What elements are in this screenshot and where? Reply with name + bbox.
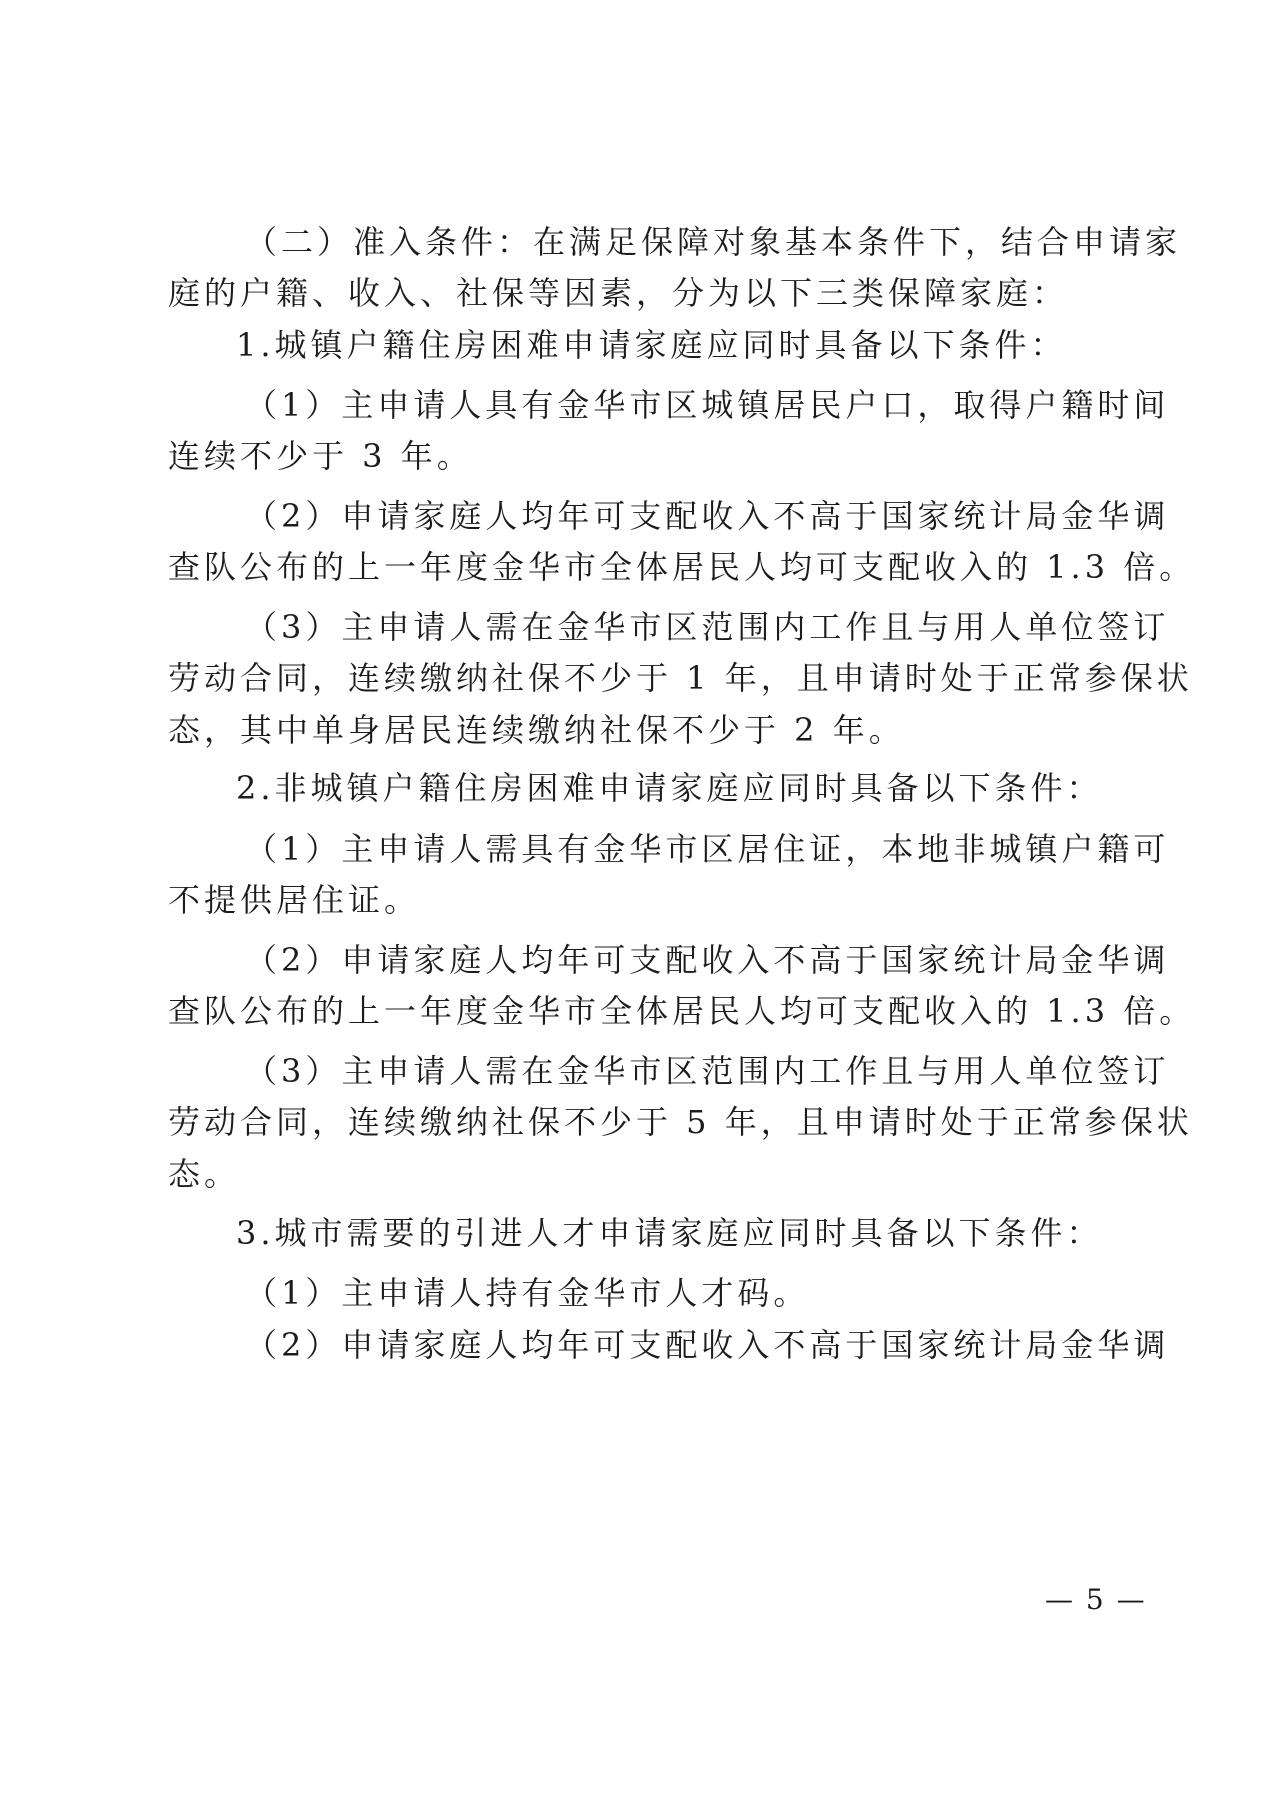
text-line: 劳动合同，连续缴纳社保不少于 5 年，且申请时处于正常参保状 bbox=[168, 1103, 1193, 1141]
text-line: 劳动合同，连续缴纳社保不少于 1 年，且申请时处于正常参保状 bbox=[168, 659, 1193, 697]
text-line: （2）申请家庭人均年可支配收入不高于国家统计局金华调 bbox=[245, 497, 1170, 535]
text-line: 3.城市需要的引进人才申请家庭应同时具备以下条件： bbox=[236, 1214, 1103, 1252]
text-line: 不提供居住证。 bbox=[168, 881, 421, 919]
text-line: 庭的户籍、收入、社保等因素，分为以下三类保障家庭： bbox=[168, 274, 1069, 312]
text-line: （1）主申请人需具有金华市区居住证，本地非城镇户籍可 bbox=[245, 830, 1170, 868]
text-line: 态。 bbox=[168, 1155, 241, 1193]
text-line: 2.非城镇户籍住房困难申请家庭应同时具备以下条件： bbox=[236, 769, 1103, 807]
text-line: （1）主申请人具有金华市区城镇居民户口，取得户籍时间 bbox=[245, 386, 1170, 424]
text-line: （3）主申请人需在金华市区范围内工作且与用人单位签订 bbox=[245, 1052, 1170, 1090]
text-line: （3）主申请人需在金华市区范围内工作且与用人单位签订 bbox=[245, 608, 1170, 646]
text-line: （2）申请家庭人均年可支配收入不高于国家统计局金华调 bbox=[245, 941, 1170, 979]
text-line: 1.城镇户籍住房困难申请家庭应同时具备以下条件： bbox=[236, 326, 1067, 364]
text-line: 态，其中单身居民连续缴纳社保不少于 2 年。 bbox=[168, 711, 905, 749]
text-line: （二）准入条件：在满足保障对象基本条件下，结合申请家 bbox=[245, 223, 1182, 261]
text-line: 连续不少于 3 年。 bbox=[168, 437, 473, 475]
text-line: （2）申请家庭人均年可支配收入不高于国家统计局金华调 bbox=[245, 1326, 1170, 1364]
text-line: （1）主申请人持有金华市人才码。 bbox=[245, 1274, 810, 1312]
text-line: 查队公布的上一年度金华市全体居民人均可支配收入的 1.3 倍。 bbox=[168, 992, 1196, 1030]
text-line: 查队公布的上一年度金华市全体居民人均可支配收入的 1.3 倍。 bbox=[168, 548, 1196, 586]
page-number: — 5 — bbox=[1045, 1583, 1147, 1616]
